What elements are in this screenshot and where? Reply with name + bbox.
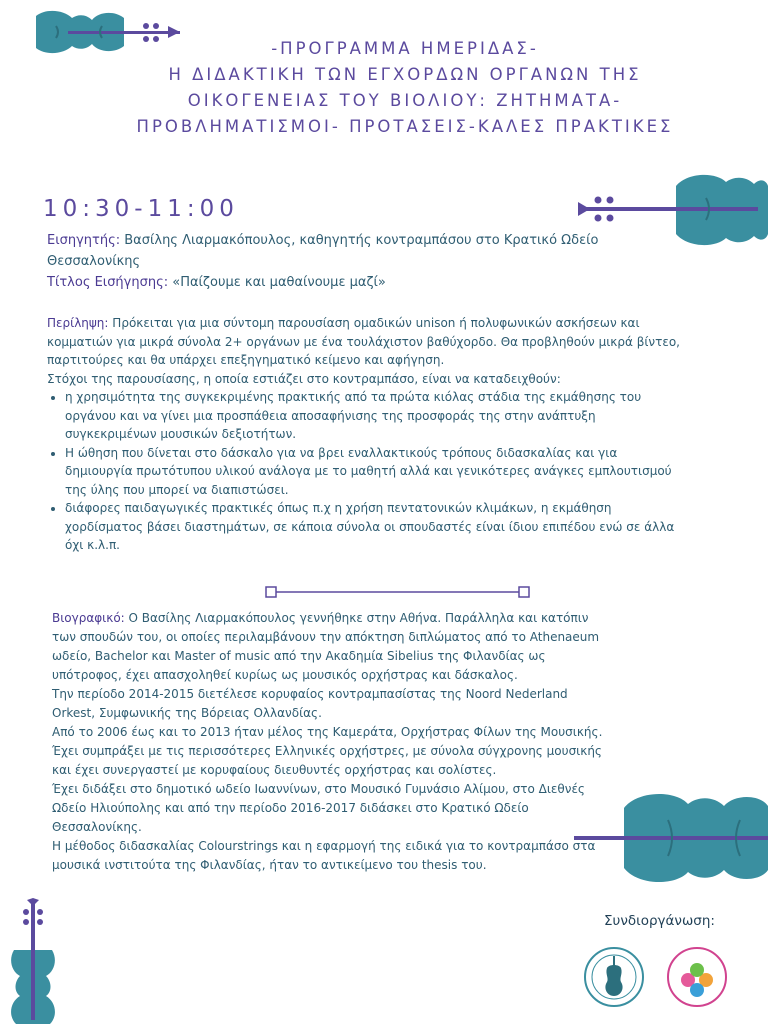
talk-title-line [47,272,667,293]
title-line: Η ΔΙΔΑΚΤΙΚΗ ΤΩΝ ΕΓΧΟΡΔΩΝ ΟΡΓΑΝΩΝ ΤΗΣ [168,65,642,84]
goals-intro: Στόχοι της παρουσίασης, η οποία εστιάζει στο κοντραμπάσο, είναι να καταδειχθούν: [47,371,561,386]
summary-label: Περίληψη: [47,316,109,330]
co-organizers-label: Συνδιοργάνωση: [604,913,715,929]
bio-paragraph: Έχει συμπράξει με τις περισσότερες Ελληνικές ορχήστρες, με σύνολα σύγχρονης μουσικής και έχει συνεργαστεί με κορυφαίους διευθυντές ορχήστρας και σολίστες. [52,744,602,777]
summary-section [47,314,687,555]
violin-icon [6,898,60,1024]
union-logo [666,946,728,1008]
bio-paragraph: Από το 2006 έως και το 2013 ήταν μέλος της Καμεράτα, Ορχήστρας Φίλων της Μουσικής. [52,725,603,739]
title-line: ΟΙΚΟΓΕΝΕΙΑΣ ΤΟΥ ΒΙΟΛΙΟΥ: ΖΗΤΗΜΑΤΑ- [187,91,623,110]
bio-paragraph [52,609,612,685]
conservatory-logo [583,946,645,1008]
list-item: • Η ώθηση που δίνεται στο δάσκαλο για να βρει εναλλακτικούς τρόπους διδασκαλίας και για δημιουργία πρωτότυπου υλικού ανάλογα με το μαθητή αλλά και γενικότερες ανάγκες εμπλουτισμού της ύλης που μπορεί να διαπιστώσει. [65,444,687,500]
title-line: ΠΡΟΒΛΗΜΑΤΙΣΜΟΙ- ΠΡΟΤΑΣΕΙΣ-ΚΑΛΕΣ ΠΡΑΚΤΙΚΕΣ [136,117,674,136]
list-item: • διάφορες παιδαγωγικές πρακτικές όπως π.χ η χρήση πεντατονικών κλιμάκων, η εκμάθηση χορδίσματος βάσει διαστημάτων, σε κάποια σύνολα οι σπουδαστές είναι ίδιου επιπέδου ενώ σε άλλα όχι κ.λ.π. [65,499,687,555]
list-item: • η χρησιμότητα της συγκεκριμένης πρακτικής από τα πρώτα κιόλας στάδια της εκμάθησης του οργάνου και να γίνει μια προσπάθεια αποσαφήνισης της προσφοράς της στην ανάπτυξη συγκεκριμένων μουσικών δεξιοτήτων. [65,388,687,444]
bio-paragraph: Η μέθοδος διδασκαλίας Colourstrings και η εφαρμογή της ειδικά για το κοντραμπάσο στα μουσικά ινστιτούτα της Φιλανδίας, ήταν το αντικείμενο του thesis του. [52,839,596,872]
bio-text: Ο Βασίλης Λιαρμακόπουλος γεννήθηκε στην Αθήνα. Παράλληλα και κατόπιν των σπουδών του, οι οποίες περιλαμβάνουν την απόκτηση διπλώματος από το Athenaeum ωδείο, Bachelor και Master of music από την Ακαδημία Sibelius της Φιλανδίας ως υπότροφος, έχει απασχοληθεί κυρίως ως μουσικός ορχήστρας και δάσκαλος. [52,611,600,682]
bio-paragraph: Έχει διδάξει στο δημοτικό ωδείο Ιωαννίνων, στο Μουσικό Γυμνάσιο Αλίμου, στο Διεθνές Ωδείο Ηλιούπολης και από την περίοδο 2016-2017 διδάσκει στο Κρατικό Ωδείο Θεσσαλονίκης. [52,782,585,834]
talk-title-text: «Παίζουμε και μαθαίνουμε μαζί» [172,275,386,290]
divider [265,586,530,598]
bio-paragraph: Την περίοδο 2014-2015 διετέλεσε κορυφαίος κοντραμπασίστας της Noord Nederland Orkest, Συμφωνικής της Βόρειας Ολλανδίας. [52,687,568,720]
summary-paragraph [47,314,687,370]
speaker-line [47,230,667,272]
bio-section [52,609,612,875]
speaker-label: Εισηγητής: [47,233,121,248]
session-info [47,230,667,293]
page-title [120,36,690,140]
title-line: -ΠΡΟΓΡΑΜΜΑ ΗΜΕΡΙΔΑΣ- [271,39,539,58]
goals-list [47,388,687,555]
speaker-text: Βασίλης Λιαρμακόπουλος, καθηγητής κοντραμπάσου στο Κρατικό Ωδείο Θεσσαλονίκης [47,233,599,269]
talk-title-label: Τίτλος Εισήγησης: [47,275,169,290]
bio-label: Βιογραφικό: [52,611,125,625]
session-time: 10:30-11:00 [43,196,239,222]
summary-text: Πρόκειται για μια σύντομη παρουσίαση ομαδικών unison ή πολυφωνικών ασκήσεων και κομματιών για μικρά σύνολα 2+ οργάνων με ένα τουλάχιστον βαθύχορδο. Θα προβληθούν μικρά βίντεο, παρτιτούρες και θα υπάρχει επεξηγηματικό κείμενο και αφήγηση. [47,316,680,367]
